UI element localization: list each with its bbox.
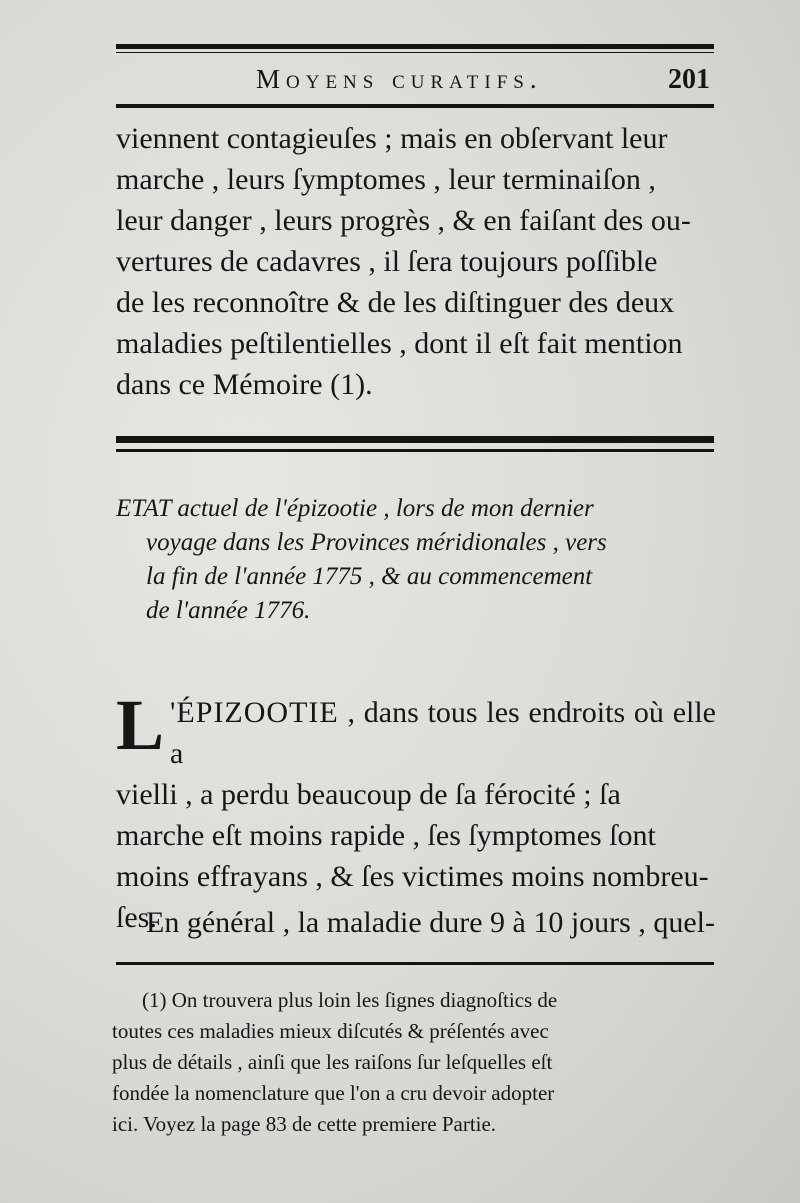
footnote-line: toutes ces maladies mieux diſcutés & préſentés avec bbox=[112, 1019, 549, 1043]
continuation-paragraph bbox=[116, 118, 716, 405]
text-line: leur danger , leurs progrès , & en faiſant des ou- bbox=[116, 204, 691, 237]
heading-line: ETAT actuel de l'épizootie , lors de mon dernier bbox=[116, 495, 594, 522]
lead-word: 'ÉPIZOOTIE bbox=[170, 696, 339, 729]
section-heading bbox=[116, 492, 716, 628]
paragraph-general bbox=[116, 902, 716, 943]
footnote-rule bbox=[116, 962, 714, 965]
page-number: 201 bbox=[668, 64, 710, 95]
footnote-line: (1) On trouvera plus loin les ſignes diagnoſtics de bbox=[142, 988, 558, 1012]
text-line: En général , la maladie dure 9 à 10 jours , quel- bbox=[146, 906, 715, 939]
text-line: viennent contagieuſes ; mais en obſervant leur bbox=[116, 122, 668, 155]
text-line: moins effrayans , & ſes victimes moins nombreu- bbox=[116, 860, 709, 893]
section-divider-thin bbox=[116, 449, 714, 452]
footnote bbox=[112, 985, 712, 1140]
text-line: , dans tous les endroits où elle a bbox=[170, 696, 716, 770]
footnote-line: ici. Voyez la page 83 de cette premiere Partie. bbox=[112, 1112, 497, 1136]
footnote-line: fondée la nomenclature que l'on a cru devoir adopter bbox=[112, 1081, 555, 1105]
text-line: maladies peſtilentielles , dont il eſt fait mention bbox=[116, 327, 683, 360]
header-top-rule-thin bbox=[116, 52, 714, 53]
text-line: ſes. bbox=[116, 901, 157, 934]
text-line: de les reconnoître & de les diſtinguer des deux bbox=[116, 286, 675, 319]
header-top-rule bbox=[116, 44, 714, 49]
section-divider-thick bbox=[116, 436, 714, 443]
heading-line: voyage dans les Provinces méridionales , vers bbox=[146, 529, 607, 556]
heading-line: de l'année 1776. bbox=[146, 597, 311, 624]
text-line: vertures de cadavres , il ſera toujours poſſible bbox=[116, 245, 658, 278]
running-title: Moyens curatifs. bbox=[256, 64, 543, 94]
heading-line: la fin de l'année 1775 , & au commencement bbox=[146, 563, 593, 590]
text-line: dans ce Mémoire (1). bbox=[116, 368, 373, 401]
text-line: vielli , a perdu beaucoup de ſa férocité ; ſa bbox=[116, 778, 621, 811]
header-bottom-rule bbox=[116, 104, 714, 108]
drop-cap: L bbox=[116, 685, 165, 765]
running-header bbox=[116, 60, 714, 100]
footnote-line: plus de détails , ainſi que les raiſons ſur leſquelles eſt bbox=[112, 1050, 553, 1074]
text-line: marche , leurs ſymptomes , leur terminaiſon , bbox=[116, 163, 656, 196]
text-line: marche eſt moins rapide , ſes ſymptomes ſont bbox=[116, 819, 656, 852]
